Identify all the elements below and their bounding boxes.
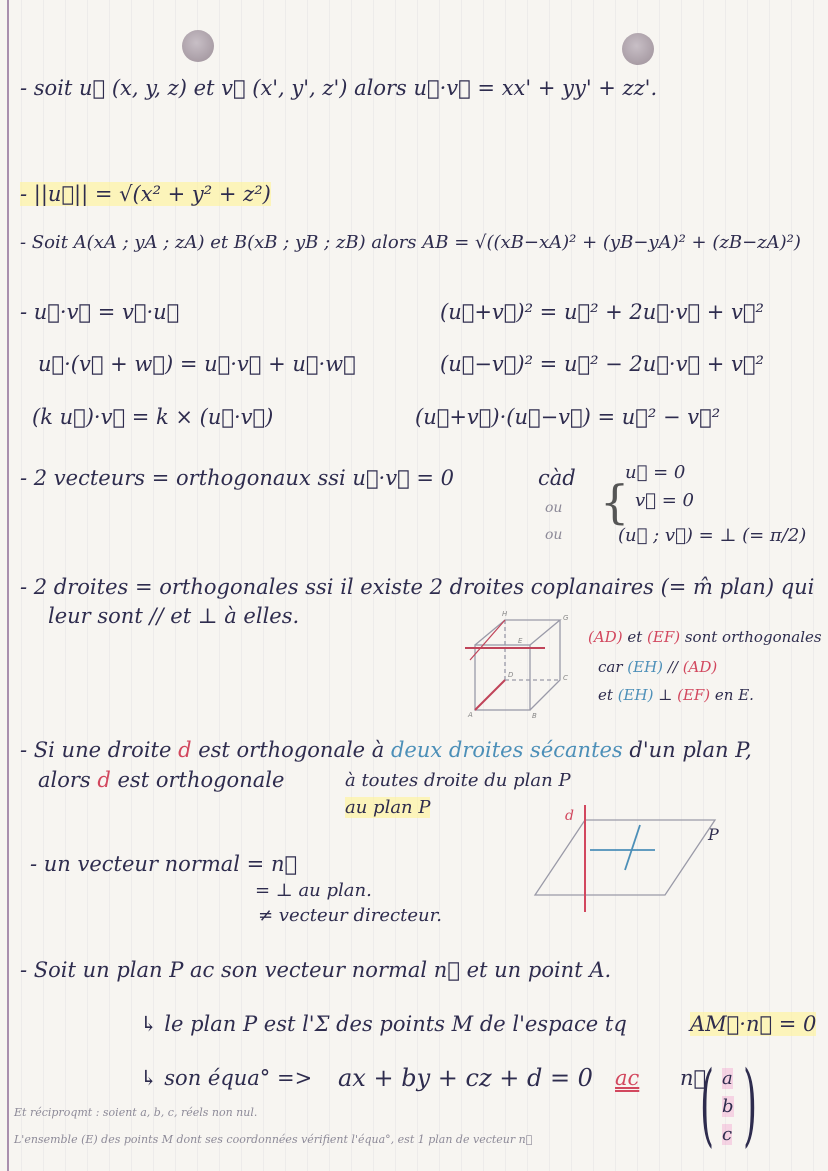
label-ef: (EF) [677, 686, 711, 704]
text: // [663, 658, 683, 676]
cad-label: càd [538, 466, 576, 490]
cube-label-c: C [563, 674, 568, 682]
ou-label: ou [545, 500, 563, 516]
condition-v-zero: v⃗ = 0 [635, 490, 694, 511]
dot-product-definition: - soit u⃗ (x, y, z) et v⃗ (x', y', z') alors u⃗·v⃗ = xx' + yy' + zz'. [20, 76, 658, 100]
punch-hole [182, 30, 214, 62]
text: car [598, 658, 628, 676]
paren-right: ) [743, 1052, 758, 1157]
text: - Si une droite [20, 738, 179, 762]
label-ad: (AD) [682, 658, 718, 676]
theorem-conclusion-2: au plan P [345, 797, 431, 818]
secant-lines: deux droites sécantes [390, 738, 623, 762]
cube-label-g: G [563, 614, 569, 622]
example-line-2 [598, 658, 717, 676]
text: est orthogonale [110, 768, 285, 792]
brace: { [600, 475, 630, 529]
normal-vector-not-direction: ≠ vecteur directeur. [258, 905, 442, 926]
plane-set-definition: ↳ le plan P est l'Σ des points M de l'espace tq [140, 1012, 627, 1036]
orthogonal-vectors: - 2 vecteurs = orthogonaux ssi u⃗·v⃗ = 0 [20, 466, 454, 490]
cube-label-h: H [502, 610, 508, 618]
plane-equation-label: ↳ son équa° => [140, 1066, 313, 1090]
property-distributive: u⃗·(v⃗ + w⃗) = u⃗·v⃗ + u⃗·w⃗ [38, 352, 356, 376]
label-eh: (EH) [627, 658, 664, 676]
paren-left: ( [700, 1052, 715, 1157]
identity-diff-square: (u⃗−v⃗)² = u⃗² − 2u⃗·v⃗ + v⃗² [440, 352, 764, 376]
plane-diagram [530, 800, 730, 915]
line-d: d [178, 738, 192, 762]
cube-label-b: B [532, 712, 537, 720]
condition-angle: (u⃗ ; v⃗) = ⊥ (= π/2) [618, 525, 807, 546]
normal-a: a [722, 1068, 733, 1089]
identity-sum-square: (u⃗+v⃗)² = u⃗² + 2u⃗·v⃗ + v⃗² [440, 300, 764, 324]
cube-label-a: A [468, 711, 473, 719]
text: d'un plan P, [622, 738, 752, 762]
distance-formula: - Soit A(xA ; yA ; zA) et B(xB ; yB ; zB) alors AB = √((xB−xA)² + (yB−yA)² + (zB−zA)²) [20, 232, 801, 253]
theorem-conclusion-1: à toutes droite du plan P [345, 770, 571, 791]
label-eh: (EH) [617, 686, 654, 704]
plane-label-d: d [565, 808, 574, 824]
text: et [622, 628, 648, 646]
cube-label-d: D [508, 671, 514, 679]
label-ad: (AD) [588, 628, 623, 646]
example-line-3 [598, 686, 754, 704]
cube-label-e: E [518, 637, 523, 645]
cube-diagram [460, 605, 580, 720]
condition-u-zero: u⃗ = 0 [625, 462, 686, 483]
plane-statement: - Soit un plan P ac son vecteur normal n⃗ et un point A. [20, 958, 612, 982]
text: alors [38, 768, 98, 792]
orthogonal-lines-definition-cont: leur sont // et ⊥ à elles. [48, 604, 300, 628]
converse-note-2: L'ensemble (E) des points M dont ses coordonnées vérifient l'équa°, est 1 plan de vecteur n⃗ [14, 1133, 533, 1146]
normal-vector-perpendicular: = ⊥ au plan. [255, 880, 372, 901]
converse-note-1: Et réciproqmt : soient a, b, c, réels non nul. [14, 1106, 258, 1119]
text: sont orthogonales [680, 628, 822, 646]
text: et [598, 686, 618, 704]
ou-label: ou [545, 527, 563, 543]
plane-equation: ax + by + cz + d = 0 [338, 1064, 593, 1092]
theorem-line-2 [38, 768, 284, 792]
text: en E. [710, 686, 754, 704]
page-margin-line [7, 0, 9, 1171]
normal-b: b [722, 1096, 734, 1117]
norm-formula: - ||u⃗|| = √(x² + y² + z²) [20, 182, 271, 206]
plane-label-p: P [708, 825, 719, 844]
text: ⊥ [653, 686, 678, 704]
normal-vector-symbol: n⃗ [680, 1066, 707, 1090]
property-scalar: (k u⃗)·v⃗ = k × (u⃗·v⃗) [32, 405, 274, 429]
text: est orthogonale à [191, 738, 391, 762]
example-line-1 [588, 628, 822, 646]
line-d: d [97, 768, 111, 792]
plane-condition: AM⃗·n⃗ = 0 [690, 1012, 817, 1036]
ac-label: ac [615, 1066, 640, 1090]
label-ef: (EF) [647, 628, 681, 646]
identity-product: (u⃗+v⃗)·(u⃗−v⃗) = u⃗² − v⃗² [415, 405, 721, 429]
orthogonal-lines-definition: - 2 droites = orthogonales ssi il existe 2 droites coplanaires (= m̂ plan) qui [20, 575, 815, 599]
normal-vector-definition: - un vecteur normal = n⃗ [30, 852, 298, 876]
property-commutative: - u⃗·v⃗ = v⃗·u⃗ [20, 300, 180, 324]
theorem-line-1 [20, 738, 752, 762]
punch-hole [622, 33, 654, 65]
normal-c: c [722, 1124, 733, 1145]
